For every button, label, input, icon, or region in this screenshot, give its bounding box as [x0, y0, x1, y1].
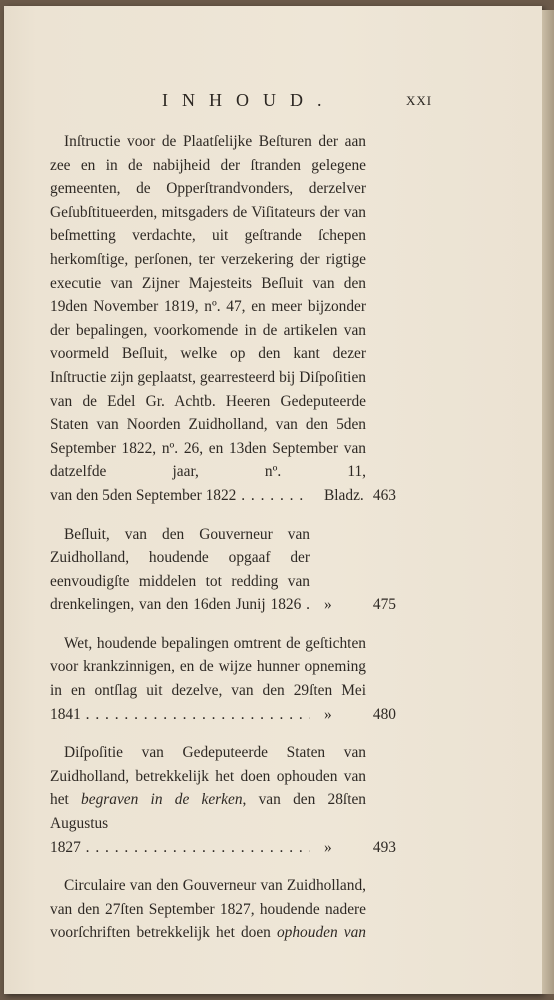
ditto-mark: »: [324, 838, 332, 856]
page-title: INHOUD.: [162, 90, 336, 110]
entry-text: Wet, houdende bepalingen omtrent de geſtichten voor krankzinnigen, en de wijze hunner opneming in en ontſlag uit dezelve, van den 29ſten Mei: [50, 634, 366, 700]
toc-entry: [50, 874, 366, 945]
page-reference: 463: [372, 486, 396, 504]
entry-reference-line: [50, 703, 396, 727]
table-of-contents: [50, 130, 396, 960]
toc-entry: [50, 523, 396, 617]
entry-text: [50, 741, 366, 835]
toc-entry: [50, 130, 396, 508]
ditto-mark: »: [324, 596, 332, 614]
entry-text: Inſtructie voor de Plaatſelijke Beſturen der aan zee en in de nabijheid der ſtranden gelegene gemeenten, de Opperſtrandvonders, derzelver Geſubſtitueerden, mitsgaders de Viſitateurs der van beſmetting verdachte, uit geſtrande ſchepen herkomſtige, perſonen, ter verzekering der rigtige executie van Zijner Majesteits Beſluit van den 19den November 1819, nº. 47, en meer bijzonder der bepalingen, voorkomende in de artikelen van voormeld Beſluit, welke op den kant dezer Inſtructie zijn geplaatst, gearresteerd bij Diſpoſitien van de Edel Gr. Achtb. Heeren Gedeputeerde Staten van Noorden Zuidholland, van den 5den September 1822, nº. 26, en 13den September van datzelfde jaar, nº. 11,: [50, 133, 366, 481]
ditto-mark: »: [324, 705, 332, 723]
page-reference: 480: [372, 705, 396, 723]
entry-text-italic: begraven in de kerken: [81, 791, 243, 809]
toc-entry: [50, 632, 396, 726]
book-page: [4, 6, 542, 994]
running-header: [4, 90, 542, 114]
entry-last-line: van den 5den September 1822 . . .: [50, 484, 310, 508]
toc-entry: [50, 741, 396, 859]
entry-last-line: 1827 . . .: [50, 836, 310, 860]
roman-page-number: XXI: [406, 93, 433, 108]
entry-text-part: , van den 28ſten Augustus: [50, 791, 366, 833]
entry-text-part: Diſpoſitie van Gedeputeerde Staten van Zuidholland, betrekkelijk het doen ophouden van het: [50, 744, 366, 809]
entry-text-italic: ophouden van: [276, 924, 366, 942]
entry-text: [50, 874, 366, 945]
entry-reference-line: [50, 484, 396, 508]
page-reference: 493: [372, 838, 396, 856]
entry-reference-line: [50, 836, 396, 860]
page-reference: 475: [372, 596, 396, 614]
page-edge: [542, 10, 554, 994]
entry-text-part: Circulaire van den Gouverneur van Zuidholland, van den 27ſten September 1827, houdende nadere voorſchriften betrekkelijk het doen: [50, 877, 366, 942]
page-label: Bladz.: [324, 486, 364, 504]
entry-last-line: 1841 . . .: [50, 703, 310, 727]
entry-text: Beſluit, van den Gouverneur van Zuidholland, houdende opgaaf der eenvoudigſte middelen tot redding van drenkelingen, van den 16den Junij 1826 .: [50, 525, 310, 614]
